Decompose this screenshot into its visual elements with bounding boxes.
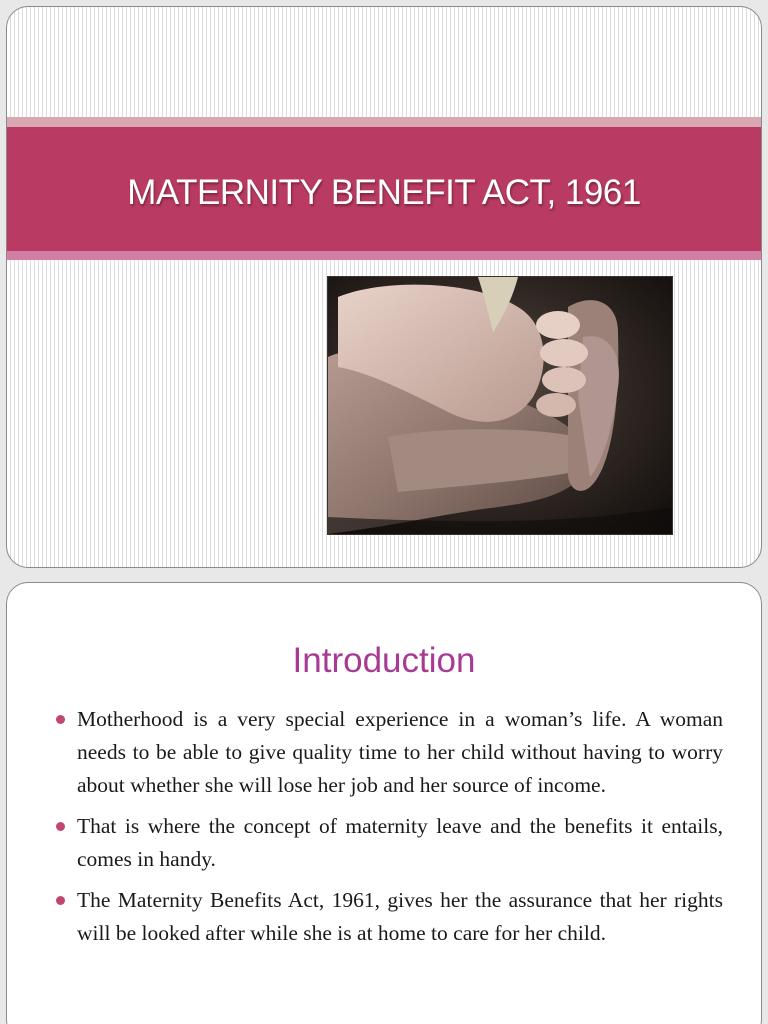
- list-item: [53, 884, 723, 950]
- title-band-bottom-stripe: [7, 251, 761, 260]
- slide-title: MATERNITY BENEFIT ACT, 1961: [127, 173, 641, 212]
- list-item: [53, 703, 723, 802]
- introduction-heading: Introduction: [292, 641, 476, 680]
- title-band: [7, 127, 761, 251]
- bullet-text: Motherhood is a very special experience in a woman’s life. A woman needs to be able to give quality time to her child without having to worry about whether she will lose her job and her source of income.: [77, 707, 723, 797]
- title-band-top-stripe: [7, 117, 761, 127]
- baby-hand-photo: [327, 276, 673, 535]
- bullet-list: [53, 703, 723, 958]
- bullet-icon: [56, 822, 65, 831]
- bullet-icon: [56, 896, 65, 905]
- list-item: [53, 810, 723, 876]
- introduction-slide: [6, 582, 762, 1024]
- title-slide: [6, 6, 762, 568]
- bullet-icon: [56, 715, 65, 724]
- bullet-text: The Maternity Benefits Act, 1961, gives her the assurance that her rights will be looked after while she is at home to care for her child.: [77, 888, 723, 945]
- bullet-text: That is where the concept of maternity leave and the benefits it entails, comes in handy.: [77, 814, 723, 871]
